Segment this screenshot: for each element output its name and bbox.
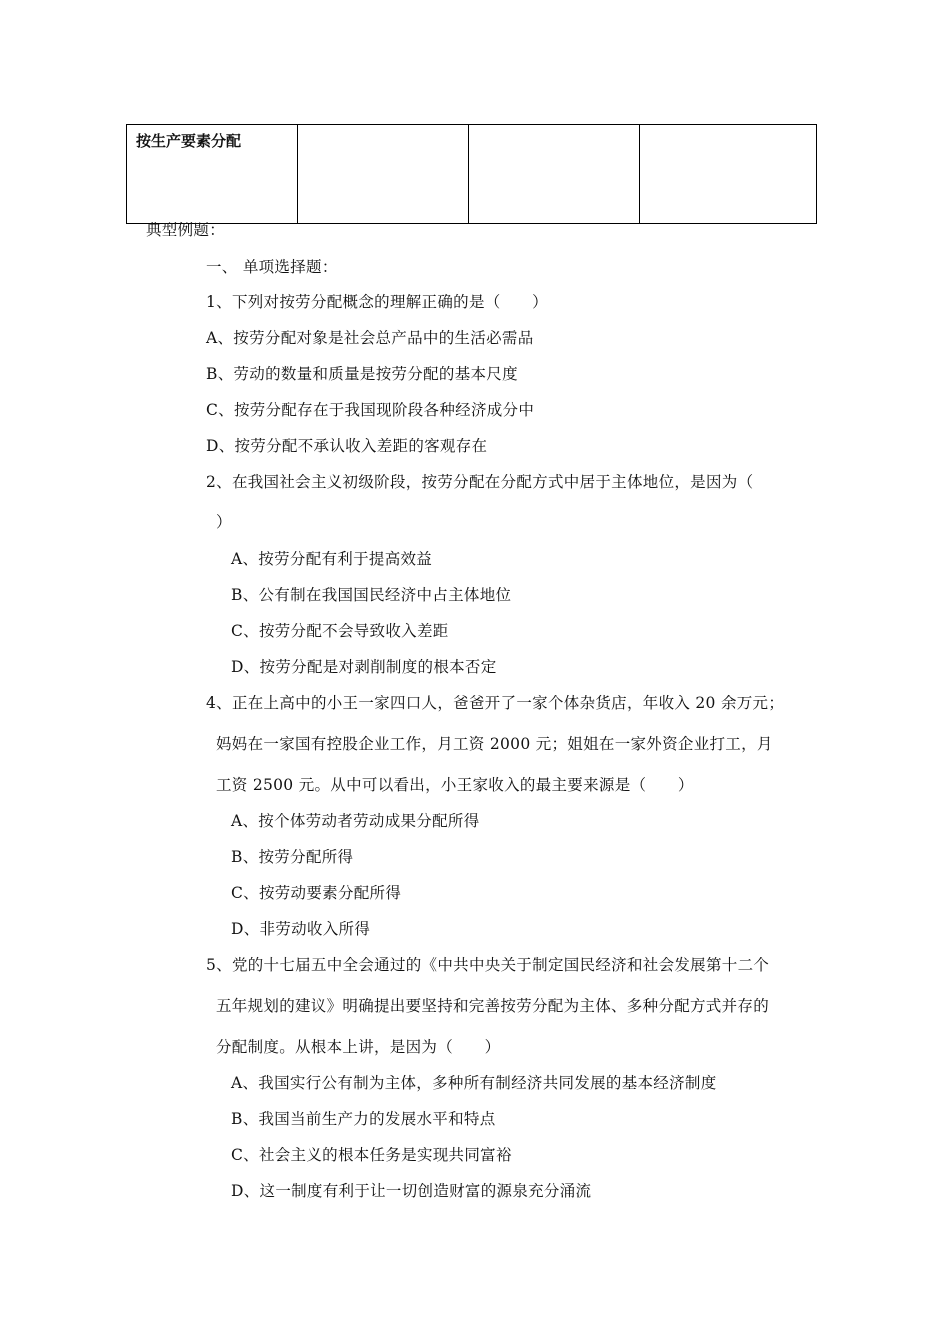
question-4-stem-line1: 4、正在上高中的小王一家四口人，爸爸开了一家个体杂货店，年收入 20 余万元；: [206, 694, 785, 712]
question-2-option-a: A、按劳分配有利于提高效益: [231, 550, 433, 568]
question-2-option-c: C、按劳分配不会导致收入差距: [231, 622, 449, 640]
question-4-stem-line2: 妈妈在一家国有控股企业工作，月工资 2000 元；姐姐在一家外资企业打工，月: [216, 735, 773, 753]
section-title: 一、 单项选择题：: [206, 258, 338, 276]
question-4-option-c: C、按劳动要素分配所得: [231, 884, 402, 902]
question-1-option-d: D、按劳分配不承认收入差距的客观存在: [206, 437, 488, 455]
table-row: [127, 125, 817, 224]
question-5-stem-line1: 5、党的十七届五中全会通过的《中共中央关于制定国民经济和社会发展第十二个: [206, 956, 770, 974]
table-cell-empty-1: [298, 125, 469, 224]
question-5-stem-line2: 五年规划的建议》明确提出要坚持和完善按劳分配为主体、多种分配方式并存的: [216, 997, 770, 1015]
table-cell-empty-3: [640, 125, 817, 224]
question-1-stem: 1、下列对按劳分配概念的理解正确的是（ ）: [206, 293, 548, 311]
example-heading: 典型例题：: [146, 221, 226, 239]
question-4-option-b: B、按劳分配所得: [231, 848, 354, 866]
question-2-stem-line2: ）: [216, 513, 232, 531]
question-5-option-a: A、我国实行公有制为主体，多种所有制经济共同发展的基本经济制度: [231, 1074, 717, 1092]
question-5-stem-line3: 分配制度。从根本上讲，是因为（ ）: [216, 1038, 501, 1056]
question-2-stem-line1: 2、在我国社会主义初级阶段，按劳分配在分配方式中居于主体地位，是因为（: [206, 473, 754, 491]
table-cell-empty-2: [469, 125, 640, 224]
question-4-option-d: D、非劳动收入所得: [231, 920, 371, 938]
question-5-option-d: D、这一制度有利于让一切创造财富的源泉充分涌流: [231, 1182, 592, 1200]
table-cell-label: 按生产要素分配: [127, 125, 298, 224]
distribution-table: [126, 124, 817, 224]
question-2-option-d: D、按劳分配是对剥削制度的根本否定: [231, 658, 497, 676]
question-2-option-b: B、公有制在我国国民经济中占主体地位: [231, 586, 512, 604]
question-4-option-a: A、按个体劳动者劳动成果分配所得: [231, 812, 480, 830]
question-1-option-a: A、按劳分配对象是社会总产品中的生活必需品: [206, 329, 534, 347]
question-5-option-b: B、我国当前生产力的发展水平和特点: [231, 1110, 496, 1128]
question-1-option-c: C、按劳分配存在于我国现阶段各种经济成分中: [206, 401, 535, 419]
question-1-option-b: B、劳动的数量和质量是按劳分配的基本尺度: [206, 365, 518, 383]
question-4-stem-line3: 工资 2500 元。从中可以看出，小王家收入的最主要来源是（ ）: [216, 776, 694, 794]
question-5-option-c: C、社会主义的根本任务是实现共同富裕: [231, 1146, 512, 1164]
